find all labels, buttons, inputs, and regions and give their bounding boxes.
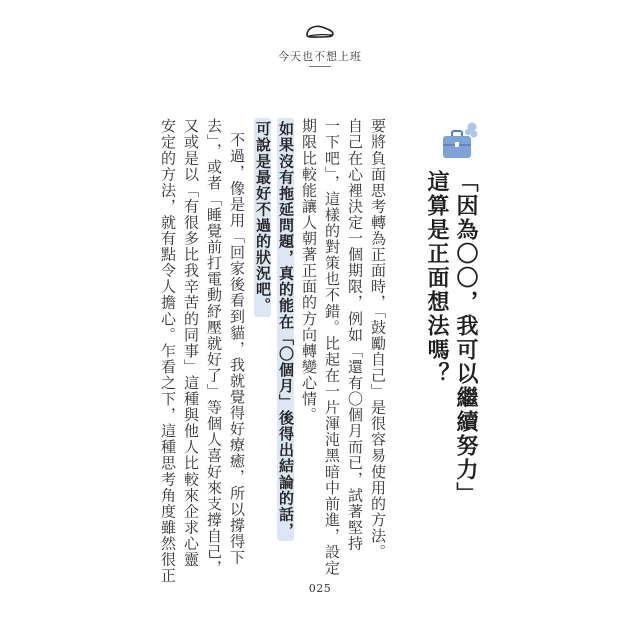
chapter-title-line-2: 這算是正面想法嗎？ bbox=[424, 170, 449, 386]
body-column: 又或是以「有很多比我辛苦的同事」這種與他人比較來企求心靈 bbox=[182, 118, 200, 568]
body-column: 要將負面思考轉為正面時，「鼓勵自己」是很容易使用的方法。 bbox=[369, 118, 387, 560]
slipper-icon bbox=[303, 22, 337, 40]
header-divider bbox=[309, 66, 331, 67]
highlighted-column: 可說是最好不過的狀況吧。 bbox=[254, 118, 271, 317]
page-number: 025 bbox=[308, 582, 332, 595]
body-column: 安定的方法，就有點令人擔心。乍看之下，這種思考角度雖然很正 bbox=[159, 118, 177, 584]
briefcase-icon bbox=[438, 118, 486, 164]
body-column: 期限比較能讓人朝著正面的方向轉變心情。 bbox=[300, 118, 318, 423]
chapter-title-line-1: 「因為〇〇，我可以繼續努力」 bbox=[453, 170, 478, 506]
body-column: 去」，或者「睡覺前打電動紓壓就好了」等個人喜好來支撐自己， bbox=[205, 118, 223, 576]
body-column: 不過，像是用「回家後看到貓，我就覺得好療癒，所以撐得下 bbox=[228, 132, 246, 566]
highlighted-column: 如果沒有拖延問題，真的能在「〇個月」後得出結論的話， bbox=[277, 118, 294, 541]
running-header: 今天也不想上班 bbox=[278, 50, 362, 63]
body-column: 一下吧」，這樣的對策也不錯。比起在一片渾沌黑暗中前進，設定 bbox=[323, 118, 341, 576]
body-column: 自己在心裡決定一個期限，例如「還有〇個月而已，試著堅持 bbox=[346, 118, 364, 552]
